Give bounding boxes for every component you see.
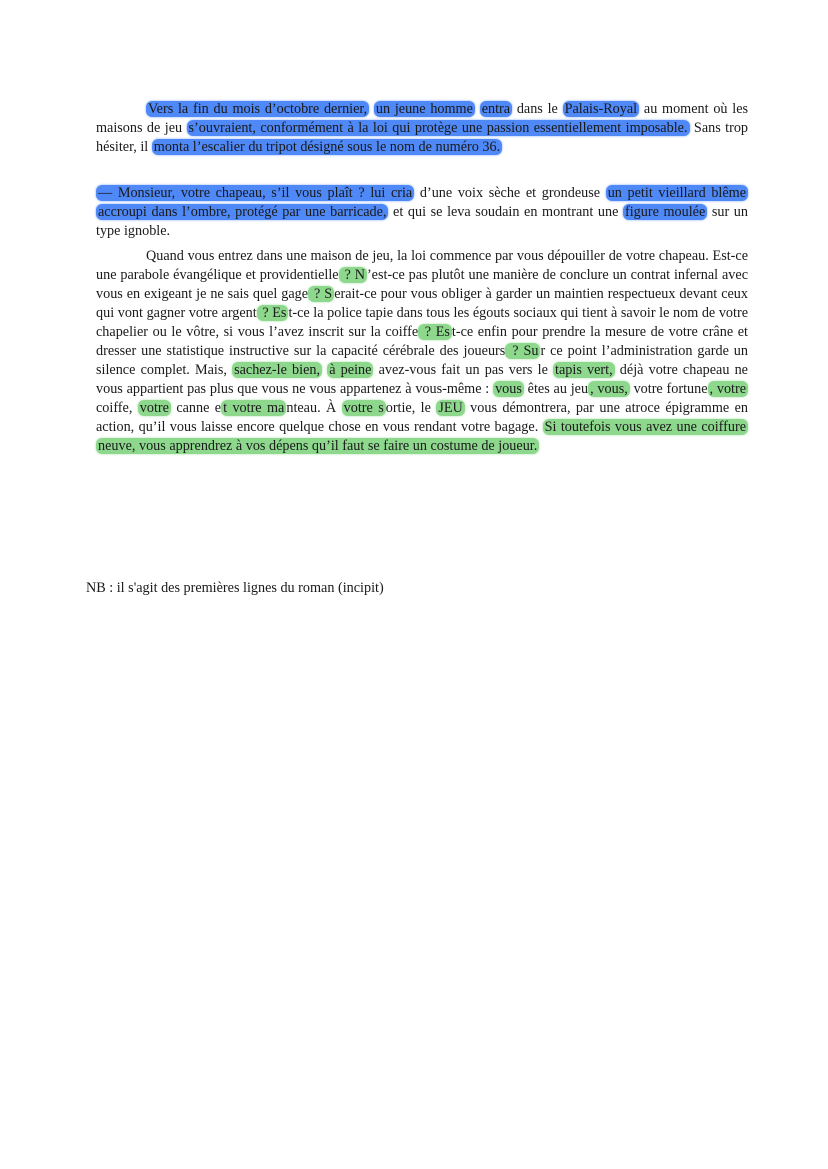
text-run: êtes au jeu — [523, 381, 589, 398]
text-run: ortie, le — [385, 400, 437, 417]
highlight-blue: figure moulée — [625, 204, 706, 221]
highlight-green: JEU — [438, 400, 463, 417]
highlight-green: , vous, — [590, 381, 628, 398]
highlight-green: à peine — [329, 362, 372, 379]
highlight-blue: un petit vieillard blême accroupi dans l’ombre, protégé par une barricade, — [98, 185, 746, 221]
text-run: erait-ce pour vous obliger à garder un maintien respectueux devant ceux qui vont gagner votre argent — [96, 286, 748, 322]
text-run: au moment où les maisons de jeu — [96, 101, 749, 137]
text-run: coiffe, — [96, 400, 138, 417]
highlight-green: Si toutefois vous avez une coiffure neuve, vous apprendrez à vos dépens qu’il faut se faire un costume de joueur. — [98, 419, 746, 455]
highlight-blue: Palais-Royal — [564, 101, 638, 118]
paragraph-opening — [96, 100, 748, 157]
text-run: sur un type ignoble. — [96, 204, 748, 240]
text-run: Sans trop hésiter, il — [96, 120, 749, 156]
highlight-green: , votre — [709, 381, 746, 398]
highlight-green: ? N — [340, 267, 365, 284]
text-run: r ce point l’administration garde un silence complet. Mais, — [96, 343, 748, 379]
highlight-green: ? Es — [258, 305, 287, 322]
text-run: nteau. À — [286, 400, 342, 417]
note-incipit: NB : il s'agit des premières lignes du roman (incipit) — [86, 580, 384, 597]
paragraph-dialogue — [96, 184, 748, 241]
highlight-blue: monta l’escalier du tripot désigné sous le nom de numéro 36. — [153, 139, 501, 156]
text-run: d’une voix sèche et grondeuse — [414, 185, 606, 202]
text-run: vous démontrera, par une atroce épigramme en action, qu’il vous laisse encore quelque chose en vous rendant votre bagage. — [96, 400, 748, 436]
text-run: dans le — [512, 101, 563, 118]
text-run: Quand vous entrez dans une maison de jeu, la loi commence par vous dépouiller de votre chapeau. Est-ce une parabole évangélique et providentielle — [96, 248, 748, 284]
highlight-green: tapis vert, — [555, 362, 613, 379]
paragraph-commentary — [96, 247, 748, 456]
highlight-blue: entra — [481, 101, 511, 118]
text-run — [475, 101, 480, 117]
highlight-green: ? Es — [420, 324, 450, 341]
highlight-green: vous — [495, 381, 522, 398]
text-run: ’est-ce pas plutôt une manière de conclure un contrat infernal avec vous en exigeant je ne sais quel gage — [96, 267, 748, 303]
highlight-green: t votre ma — [223, 400, 285, 417]
highlight-blue: un jeune homme — [375, 101, 473, 118]
text-run: t-ce enfin pour prendre la mesure de votre crâne et dresser une statistique instructive sur la capacité cérébrale des joueurs — [96, 324, 748, 360]
text-run: avez-vous fait un pas vers le — [373, 362, 554, 379]
highlight-green: ? Su — [507, 343, 539, 360]
text-run: canne e — [170, 400, 222, 417]
highlight-blue: Vers la fin du mois d’octobre dernier, — [148, 101, 368, 118]
highlight-blue: s’ouvraient, conformément à la loi qui protège une passion essentiellement imposable. — [188, 120, 688, 137]
text-run: t-ce la police tapie dans tous les égouts sociaux qui tient à savoir le nom de votre chapelier ou le vôtre, si vous l’avez inscrit sur la coiffe — [96, 305, 748, 341]
highlight-green: votre — [139, 400, 169, 417]
highlight-green: votre s — [343, 400, 384, 417]
highlight-green: sachez-le bien, — [234, 362, 321, 379]
highlight-green: ? S — [310, 286, 333, 303]
highlight-blue: — Monsieur, votre chapeau, s’il vous plaît ? lui cria — [98, 185, 413, 202]
text-run: votre fortune — [629, 381, 708, 398]
text-run: déjà votre chapeau ne vous appartient pas plus que vous ne vous appartenez à vous-même : — [96, 362, 748, 398]
text-run: et qui se leva soudain en montrant une — [388, 204, 623, 221]
